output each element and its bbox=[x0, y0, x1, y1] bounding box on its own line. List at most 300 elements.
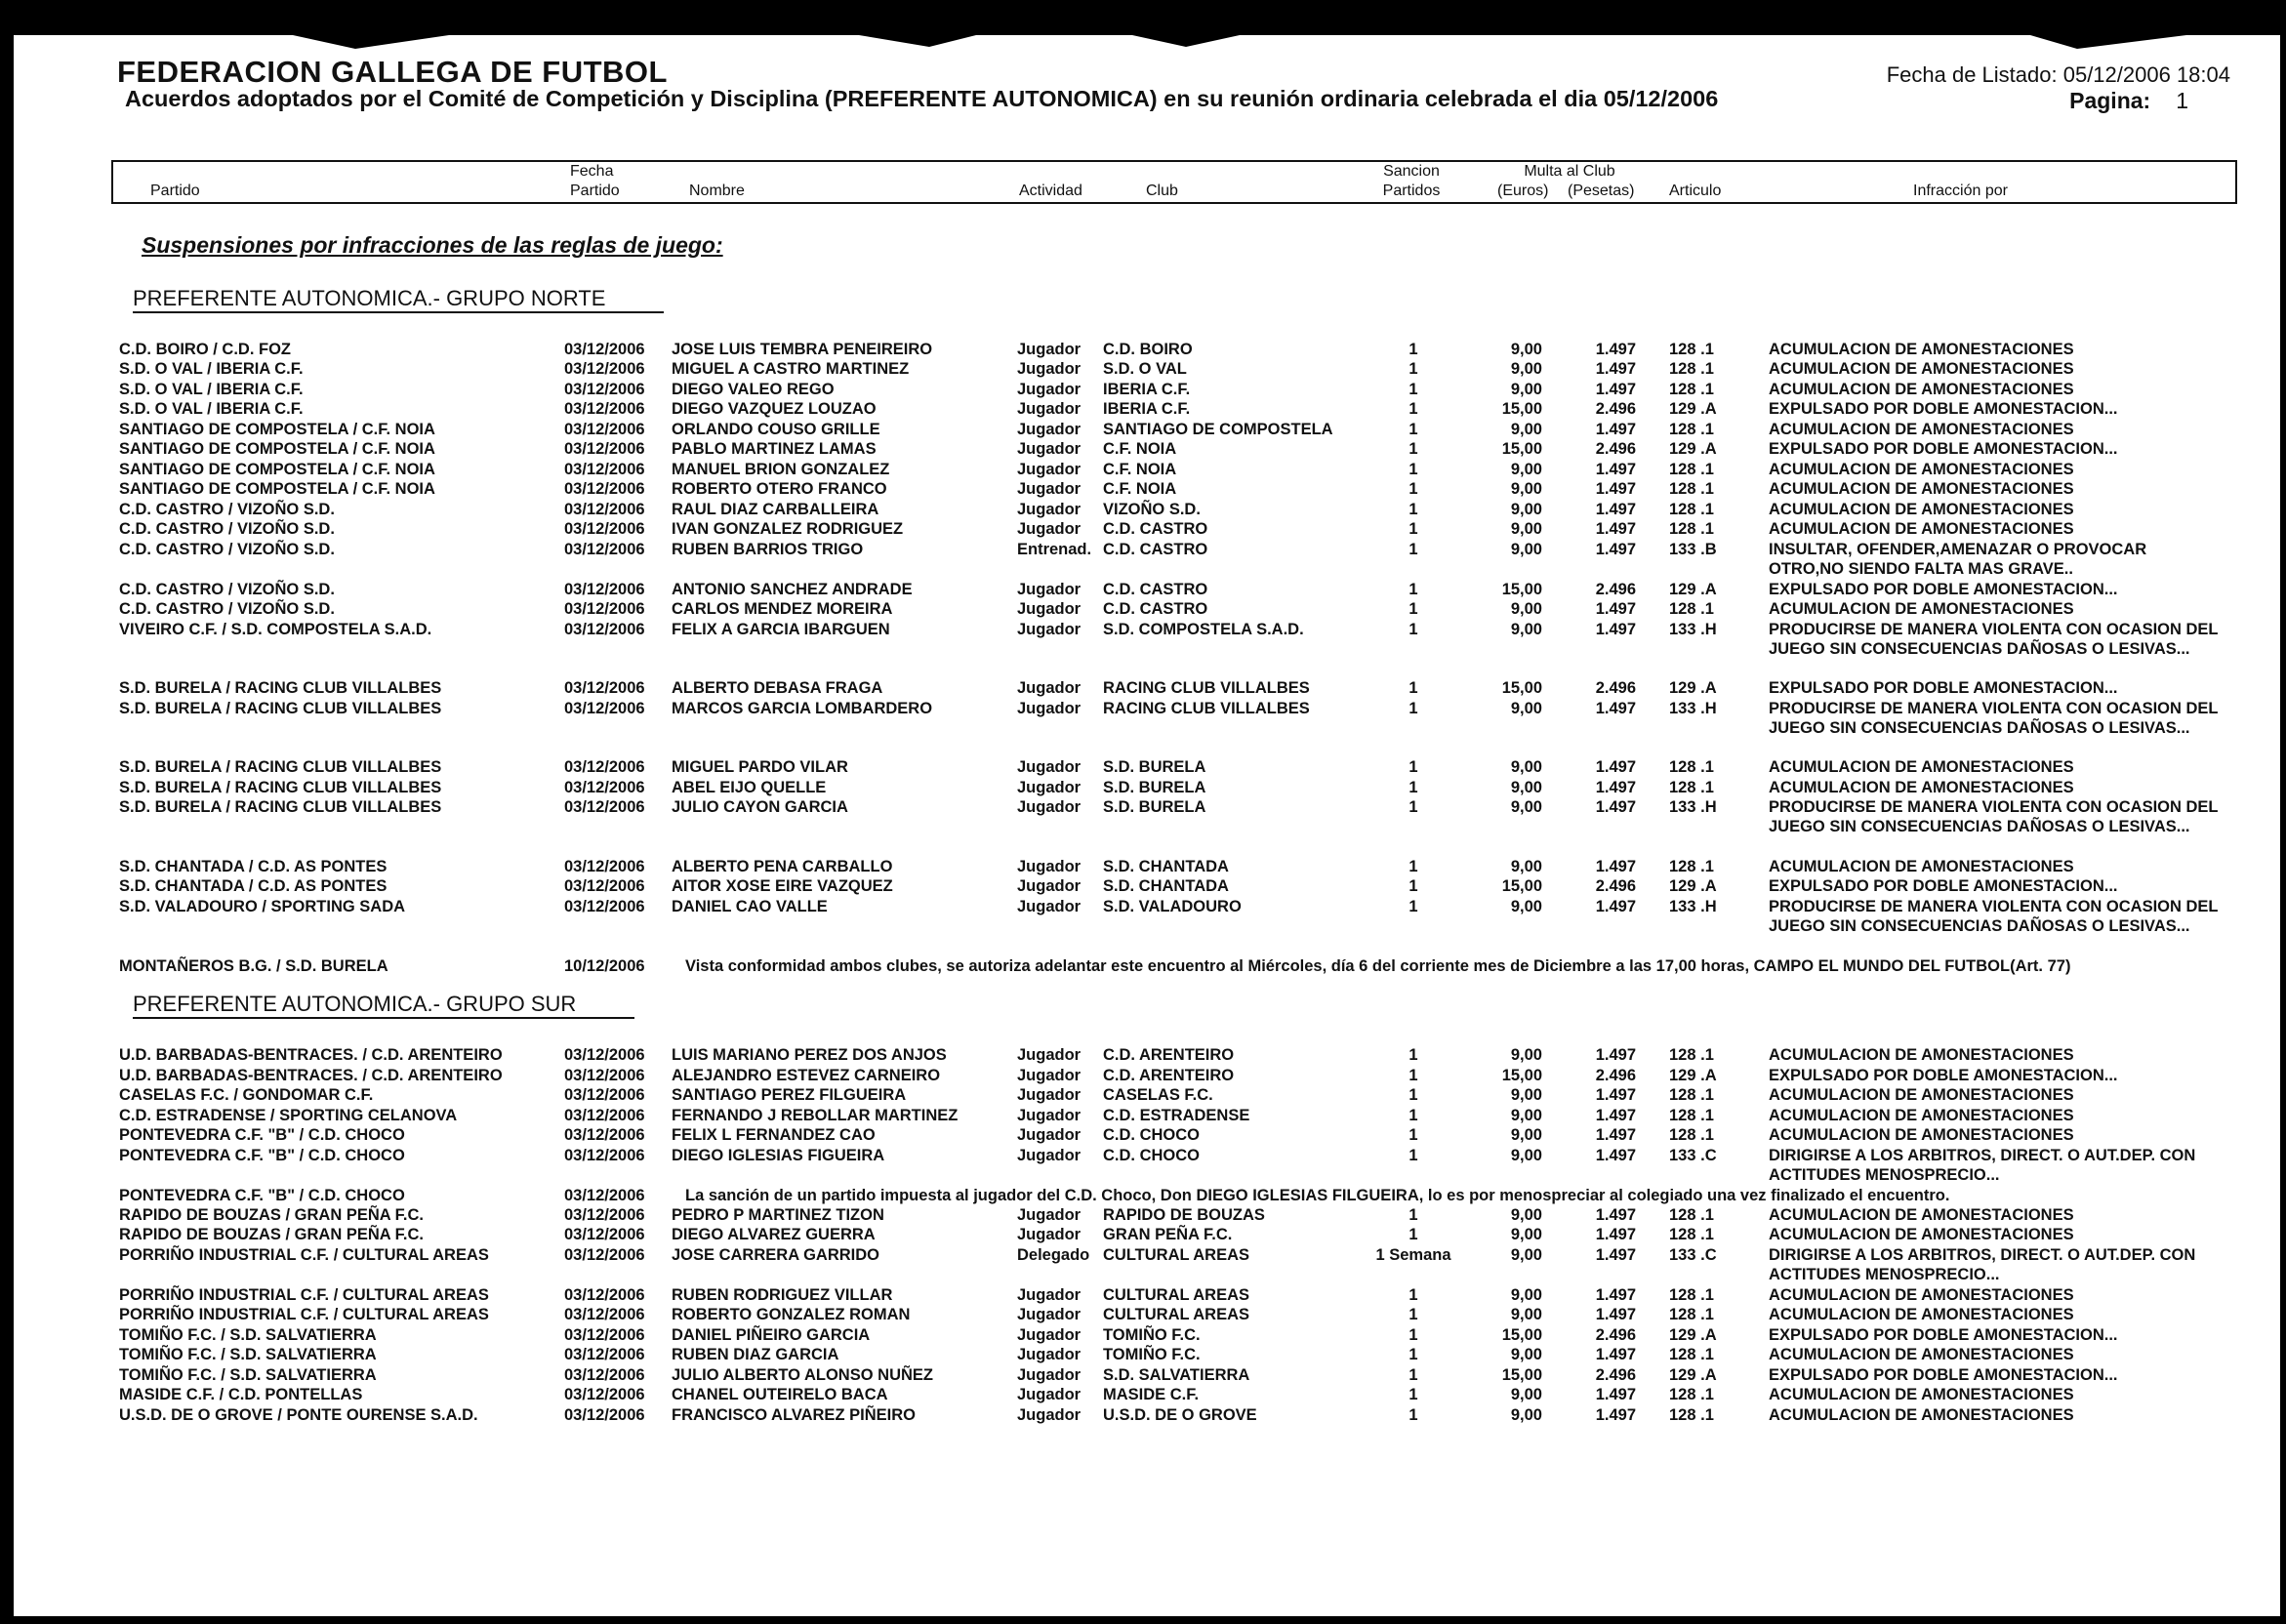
infraction-cell: INSULTAR, OFENDER,AMENAZAR O PROVOCAR bbox=[1769, 541, 2147, 558]
date-cell: 03/12/2006 bbox=[564, 1086, 645, 1104]
article-cell: 128 .1 bbox=[1669, 520, 1714, 538]
date-cell: 03/12/2006 bbox=[564, 1226, 645, 1243]
fine-euros-cell: 9,00 bbox=[1510, 700, 1542, 717]
infraction-cell: ACUMULACION DE AMONESTACIONES bbox=[1769, 779, 2074, 796]
report-subtitle: Acuerdos adoptados por el Comité de Competición y Disciplina (PREFERENTE AUTONOMICA) en su reunión ordinaria celebrada el dia 05/12/2006 bbox=[125, 86, 1719, 111]
activity-cell: Jugador bbox=[1017, 1306, 1082, 1323]
fine-pesetas-cell: 1.497 bbox=[1595, 1286, 1636, 1304]
match-cell: S.D. O VAL / IBERIA C.F. bbox=[119, 381, 304, 398]
club-cell: GRAN PEÑA F.C. bbox=[1103, 1226, 1233, 1243]
article-cell: 128 .1 bbox=[1669, 1126, 1714, 1144]
match-cell: RAPIDO DE BOUZAS / GRAN PEÑA F.C. bbox=[119, 1226, 424, 1243]
match-cell: C.D. CASTRO / VIZOÑO S.D. bbox=[119, 501, 335, 518]
fine-euros-cell: 9,00 bbox=[1510, 779, 1542, 796]
group-title: PREFERENTE AUTONOMICA.- GRUPO SUR bbox=[133, 992, 634, 1019]
fine-pesetas-cell: 1.497 bbox=[1595, 421, 1636, 438]
name-cell: DIEGO VALEO REGO bbox=[672, 381, 835, 398]
sanction-cell: 1 bbox=[1408, 898, 1418, 915]
activity-cell: Jugador bbox=[1017, 679, 1082, 697]
match-cell: S.D. CHANTADA / C.D. AS PONTES bbox=[119, 858, 388, 875]
name-cell: LUIS MARIANO PEREZ DOS ANJOS bbox=[672, 1046, 947, 1064]
fine-euros-cell: 9,00 bbox=[1510, 858, 1542, 875]
date-cell: 03/12/2006 bbox=[564, 1366, 645, 1384]
infraction-cell: PRODUCIRSE DE MANERA VIOLENTA CON OCASION DEL bbox=[1769, 798, 2219, 816]
name-cell: ROBERTO OTERO FRANCO bbox=[672, 480, 887, 498]
fine-pesetas-cell: 1.497 bbox=[1595, 600, 1636, 618]
name-cell: FELIX A GARCIA IBARGUEN bbox=[672, 621, 890, 638]
date-cell: 03/12/2006 bbox=[564, 877, 645, 895]
date-cell: 03/12/2006 bbox=[564, 1107, 645, 1124]
club-cell: C.D. CASTRO bbox=[1103, 581, 1208, 598]
club-cell: S.D. COMPOSTELA S.A.D. bbox=[1103, 621, 1304, 638]
sanction-cell: 1 bbox=[1408, 1286, 1418, 1304]
article-cell: 128 .1 bbox=[1669, 858, 1714, 875]
fine-pesetas-cell: 1.497 bbox=[1595, 360, 1636, 378]
infraction-cell: ACUMULACION DE AMONESTACIONES bbox=[1769, 858, 2074, 875]
date-cell: 03/12/2006 bbox=[564, 421, 645, 438]
activity-cell: Jugador bbox=[1017, 600, 1082, 618]
note-match-cell: PONTEVEDRA C.F. "B" / C.D. CHOCO bbox=[119, 1187, 405, 1204]
match-cell: SANTIAGO DE COMPOSTELA / C.F. NOIA bbox=[119, 461, 435, 478]
club-cell: C.D. ESTRADENSE bbox=[1103, 1107, 1250, 1124]
fine-euros-cell: 9,00 bbox=[1510, 898, 1542, 915]
club-cell: S.D. BURELA bbox=[1103, 758, 1206, 776]
match-cell: SANTIAGO DE COMPOSTELA / C.F. NOIA bbox=[119, 440, 435, 458]
activity-cell: Jugador bbox=[1017, 1086, 1082, 1104]
sanction-cell: 1 bbox=[1408, 621, 1418, 638]
club-cell: S.D. CHANTADA bbox=[1103, 858, 1229, 875]
date-cell: 03/12/2006 bbox=[564, 400, 645, 418]
fine-euros-cell: 15,00 bbox=[1501, 1067, 1542, 1084]
fine-euros-cell: 9,00 bbox=[1510, 1246, 1542, 1264]
article-cell: 128 .1 bbox=[1669, 1386, 1714, 1403]
fine-pesetas-cell: 2.496 bbox=[1595, 1326, 1636, 1344]
club-cell: CULTURAL AREAS bbox=[1103, 1306, 1250, 1323]
sanction-cell: 1 bbox=[1408, 541, 1418, 558]
col-articulo: Articulo bbox=[1669, 183, 1722, 199]
infraction-cell: OTRO,NO SIENDO FALTA MAS GRAVE.. bbox=[1769, 560, 2073, 579]
date-cell: 03/12/2006 bbox=[564, 700, 645, 717]
infraction-cell: ACUMULACION DE AMONESTACIONES bbox=[1769, 520, 2074, 538]
fine-euros-cell: 9,00 bbox=[1510, 1126, 1542, 1144]
match-cell: S.D. BURELA / RACING CLUB VILLALBES bbox=[119, 758, 442, 776]
match-cell: PONTEVEDRA C.F. "B" / C.D. CHOCO bbox=[119, 1126, 405, 1144]
article-cell: 128 .1 bbox=[1669, 360, 1714, 378]
match-cell: S.D. BURELA / RACING CLUB VILLALBES bbox=[119, 798, 442, 816]
infraction-cell: ACUMULACION DE AMONESTACIONES bbox=[1769, 381, 2074, 398]
infraction-cell: EXPULSADO POR DOBLE AMONESTACION... bbox=[1769, 877, 2118, 895]
sanction-cell: 1 bbox=[1408, 1206, 1418, 1224]
activity-cell: Jugador bbox=[1017, 758, 1082, 776]
club-cell: CULTURAL AREAS bbox=[1103, 1286, 1250, 1304]
article-cell: 128 .1 bbox=[1669, 1306, 1714, 1323]
note-date-cell: 03/12/2006 bbox=[564, 1187, 645, 1204]
activity-cell: Jugador bbox=[1017, 798, 1082, 816]
name-cell: MANUEL BRION GONZALEZ bbox=[672, 461, 890, 478]
fine-pesetas-cell: 1.497 bbox=[1595, 798, 1636, 816]
fine-euros-cell: 9,00 bbox=[1510, 600, 1542, 618]
fine-pesetas-cell: 1.497 bbox=[1595, 1206, 1636, 1224]
article-cell: 129 .A bbox=[1669, 877, 1717, 895]
article-cell: 133 .H bbox=[1669, 621, 1717, 638]
infraction-cell: ACTITUDES MENOSPRECIO... bbox=[1769, 1266, 2000, 1284]
article-cell: 129 .A bbox=[1669, 440, 1717, 458]
club-cell: U.S.D. DE O GROVE bbox=[1103, 1406, 1257, 1424]
infraction-cell: ACUMULACION DE AMONESTACIONES bbox=[1769, 1226, 2074, 1243]
sanction-cell: 1 bbox=[1408, 798, 1418, 816]
fine-pesetas-cell: 1.497 bbox=[1595, 381, 1636, 398]
club-cell: S.D. CHANTADA bbox=[1103, 877, 1229, 895]
article-cell: 128 .1 bbox=[1669, 1346, 1714, 1363]
club-cell: C.D. ARENTEIRO bbox=[1103, 1067, 1235, 1084]
fine-pesetas-cell: 1.497 bbox=[1595, 898, 1636, 915]
fine-pesetas-cell: 1.497 bbox=[1595, 621, 1636, 638]
activity-cell: Jugador bbox=[1017, 1147, 1082, 1164]
activity-cell: Jugador bbox=[1017, 1366, 1082, 1384]
club-cell: S.D. O VAL bbox=[1103, 360, 1187, 378]
match-cell: C.D. ESTRADENSE / SPORTING CELANOVA bbox=[119, 1107, 458, 1124]
name-cell: ALBERTO DEBASA FRAGA bbox=[672, 679, 883, 697]
infraction-cell: ACUMULACION DE AMONESTACIONES bbox=[1769, 1126, 2074, 1144]
match-cell: SANTIAGO DE COMPOSTELA / C.F. NOIA bbox=[119, 480, 435, 498]
match-cell: C.D. BOIRO / C.D. FOZ bbox=[119, 341, 291, 358]
name-cell: FRANCISCO ALVAREZ PIÑEIRO bbox=[672, 1406, 916, 1424]
name-cell: RUBEN BARRIOS TRIGO bbox=[672, 541, 864, 558]
fine-euros-cell: 15,00 bbox=[1501, 1366, 1542, 1384]
page-number: 1 bbox=[2176, 88, 2188, 113]
name-cell: FELIX L FERNANDEZ CAO bbox=[672, 1126, 876, 1144]
sanction-cell: 1 bbox=[1408, 758, 1418, 776]
fine-euros-cell: 9,00 bbox=[1510, 1147, 1542, 1164]
match-cell: PORRIÑO INDUSTRIAL C.F. / CULTURAL AREAS bbox=[119, 1286, 489, 1304]
activity-cell: Jugador bbox=[1017, 1406, 1082, 1424]
match-cell: S.D. BURELA / RACING CLUB VILLALBES bbox=[119, 679, 442, 697]
col-infraccion: Infracción por bbox=[1913, 183, 2008, 199]
article-cell: 128 .1 bbox=[1669, 1206, 1714, 1224]
fine-pesetas-cell: 1.497 bbox=[1595, 700, 1636, 717]
infraction-cell: ACUMULACION DE AMONESTACIONES bbox=[1769, 501, 2074, 518]
article-cell: 128 .1 bbox=[1669, 1107, 1714, 1124]
fine-pesetas-cell: 2.496 bbox=[1595, 877, 1636, 895]
activity-cell: Jugador bbox=[1017, 700, 1082, 717]
activity-cell: Jugador bbox=[1017, 1326, 1082, 1344]
col-partido: Partido bbox=[150, 183, 200, 199]
date-cell: 03/12/2006 bbox=[564, 1126, 645, 1144]
infraction-cell: ACUMULACION DE AMONESTACIONES bbox=[1769, 1286, 2074, 1304]
date-cell: 03/12/2006 bbox=[564, 520, 645, 538]
fine-pesetas-cell: 1.497 bbox=[1595, 541, 1636, 558]
name-cell: ALBERTO PENA CARBALLO bbox=[672, 858, 893, 875]
club-cell: S.D. BURELA bbox=[1103, 798, 1206, 816]
infraction-cell: JUEGO SIN CONSECUENCIAS DAÑOSAS O LESIVAS... bbox=[1769, 640, 2190, 659]
date-cell: 03/12/2006 bbox=[564, 1306, 645, 1323]
fine-euros-cell: 15,00 bbox=[1501, 400, 1542, 418]
infraction-cell: DIRIGIRSE A LOS ARBITROS, DIRECT. O AUT.DEP. CON bbox=[1769, 1246, 2196, 1264]
fine-pesetas-cell: 2.496 bbox=[1595, 440, 1636, 458]
date-cell: 03/12/2006 bbox=[564, 501, 645, 518]
sanction-cell: 1 bbox=[1408, 461, 1418, 478]
sanction-cell: 1 bbox=[1408, 381, 1418, 398]
club-cell: C.F. NOIA bbox=[1103, 480, 1177, 498]
match-cell: TOMIÑO F.C. / S.D. SALVATIERRA bbox=[119, 1366, 377, 1384]
sanction-cell: 1 bbox=[1408, 1386, 1418, 1403]
article-cell: 129 .A bbox=[1669, 581, 1717, 598]
infraction-cell: EXPULSADO POR DOBLE AMONESTACION... bbox=[1769, 1326, 2118, 1344]
article-cell: 128 .1 bbox=[1669, 1046, 1714, 1064]
match-cell: PONTEVEDRA C.F. "B" / C.D. CHOCO bbox=[119, 1147, 405, 1164]
sanction-cell: 1 bbox=[1408, 877, 1418, 895]
note-date-cell: 10/12/2006 bbox=[564, 957, 645, 975]
date-cell: 03/12/2006 bbox=[564, 440, 645, 458]
fine-euros-cell: 9,00 bbox=[1510, 341, 1542, 358]
club-cell: IBERIA C.F. bbox=[1103, 400, 1191, 418]
fine-euros-cell: 9,00 bbox=[1510, 1386, 1542, 1403]
fine-pesetas-cell: 1.497 bbox=[1595, 480, 1636, 498]
name-cell: DIEGO IGLESIAS FIGUEIRA bbox=[672, 1147, 885, 1164]
date-cell: 03/12/2006 bbox=[564, 858, 645, 875]
match-cell: U.D. BARBADAS-BENTRACES. / C.D. ARENTEIRO bbox=[119, 1067, 503, 1084]
infraction-cell: JUEGO SIN CONSECUENCIAS DAÑOSAS O LESIVAS... bbox=[1769, 917, 2190, 936]
fine-pesetas-cell: 1.497 bbox=[1595, 1406, 1636, 1424]
article-cell: 133 .H bbox=[1669, 898, 1717, 915]
club-cell: TOMIÑO F.C. bbox=[1103, 1346, 1201, 1363]
sanction-cell: 1 bbox=[1408, 360, 1418, 378]
activity-cell: Jugador bbox=[1017, 341, 1082, 358]
date-cell: 03/12/2006 bbox=[564, 341, 645, 358]
club-cell: CULTURAL AREAS bbox=[1103, 1246, 1250, 1264]
name-cell: SANTIAGO PEREZ FILGUEIRA bbox=[672, 1086, 907, 1104]
infraction-cell: EXPULSADO POR DOBLE AMONESTACION... bbox=[1769, 400, 2118, 418]
fine-euros-cell: 9,00 bbox=[1510, 480, 1542, 498]
fine-pesetas-cell: 1.497 bbox=[1595, 1246, 1636, 1264]
infraction-cell: ACUMULACION DE AMONESTACIONES bbox=[1769, 600, 2074, 618]
article-cell: 129 .A bbox=[1669, 679, 1717, 697]
sanction-cell: 1 bbox=[1408, 341, 1418, 358]
name-cell: AITOR XOSE EIRE VAZQUEZ bbox=[672, 877, 893, 895]
name-cell: RAUL DIAZ CARBALLEIRA bbox=[672, 501, 879, 518]
name-cell: ALEJANDRO ESTEVEZ CARNEIRO bbox=[672, 1067, 941, 1084]
name-cell: JULIO CAYON GARCIA bbox=[672, 798, 848, 816]
page-indicator bbox=[2069, 88, 2188, 114]
date-cell: 03/12/2006 bbox=[564, 1246, 645, 1264]
sanction-cell: 1 bbox=[1408, 1366, 1418, 1384]
col-multa-top: Multa al Club bbox=[1524, 163, 1615, 180]
infraction-cell: ACUMULACION DE AMONESTACIONES bbox=[1769, 341, 2074, 358]
name-cell: JOSE CARRERA GARRIDO bbox=[672, 1246, 879, 1264]
match-cell: U.S.D. DE O GROVE / PONTE OURENSE S.A.D. bbox=[119, 1406, 478, 1424]
fine-pesetas-cell: 2.496 bbox=[1595, 400, 1636, 418]
date-cell: 03/12/2006 bbox=[564, 381, 645, 398]
article-cell: 128 .1 bbox=[1669, 1086, 1714, 1104]
fine-pesetas-cell: 1.497 bbox=[1595, 1086, 1636, 1104]
club-cell: C.F. NOIA bbox=[1103, 461, 1177, 478]
name-cell: ROBERTO GONZALEZ ROMAN bbox=[672, 1306, 911, 1323]
fine-pesetas-cell: 2.496 bbox=[1595, 679, 1636, 697]
activity-cell: Jugador bbox=[1017, 1226, 1082, 1243]
infraction-cell: PRODUCIRSE DE MANERA VIOLENTA CON OCASION DEL bbox=[1769, 700, 2219, 717]
activity-cell: Jugador bbox=[1017, 1067, 1082, 1084]
activity-cell: Jugador bbox=[1017, 461, 1082, 478]
infraction-cell: ACTITUDES MENOSPRECIO... bbox=[1769, 1166, 2000, 1185]
fine-pesetas-cell: 1.497 bbox=[1595, 1386, 1636, 1403]
fine-euros-cell: 15,00 bbox=[1501, 1326, 1542, 1344]
infraction-cell: JUEGO SIN CONSECUENCIAS DAÑOSAS O LESIVAS... bbox=[1769, 719, 2190, 738]
infraction-cell: ACUMULACION DE AMONESTACIONES bbox=[1769, 421, 2074, 438]
col-fecha-bottom: Partido bbox=[570, 183, 620, 199]
match-cell: PORRIÑO INDUSTRIAL C.F. / CULTURAL AREAS bbox=[119, 1306, 489, 1323]
col-fecha-top: Fecha bbox=[570, 163, 614, 180]
fine-pesetas-cell: 1.497 bbox=[1595, 779, 1636, 796]
date-cell: 03/12/2006 bbox=[564, 581, 645, 598]
fine-euros-cell: 15,00 bbox=[1501, 581, 1542, 598]
club-cell: S.D. VALADOURO bbox=[1103, 898, 1242, 915]
name-cell: MARCOS GARCIA LOMBARDERO bbox=[672, 700, 933, 717]
activity-cell: Jugador bbox=[1017, 1126, 1082, 1144]
article-cell: 128 .1 bbox=[1669, 779, 1714, 796]
article-cell: 128 .1 bbox=[1669, 758, 1714, 776]
club-cell: SANTIAGO DE COMPOSTELA bbox=[1103, 421, 1333, 438]
sanction-cell: 1 bbox=[1408, 1107, 1418, 1124]
match-cell: VIVEIRO C.F. / S.D. COMPOSTELA S.A.D. bbox=[119, 621, 432, 638]
fine-euros-cell: 9,00 bbox=[1510, 520, 1542, 538]
sanction-cell: 1 bbox=[1408, 1046, 1418, 1064]
activity-cell: Entrenad. bbox=[1017, 541, 1092, 558]
article-cell: 128 .1 bbox=[1669, 341, 1714, 358]
match-cell: U.D. BARBADAS-BENTRACES. / C.D. ARENTEIRO bbox=[119, 1046, 503, 1064]
match-cell: TOMIÑO F.C. / S.D. SALVATIERRA bbox=[119, 1326, 377, 1344]
activity-cell: Jugador bbox=[1017, 1386, 1082, 1403]
activity-cell: Delegado bbox=[1017, 1246, 1090, 1264]
name-cell: PEDRO P MARTINEZ TIZON bbox=[672, 1206, 884, 1224]
name-cell: DANIEL PIÑEIRO GARCIA bbox=[672, 1326, 871, 1344]
match-cell: S.D. BURELA / RACING CLUB VILLALBES bbox=[119, 779, 442, 796]
date-cell: 03/12/2006 bbox=[564, 621, 645, 638]
fine-euros-cell: 9,00 bbox=[1510, 1086, 1542, 1104]
club-cell: RACING CLUB VILLALBES bbox=[1103, 700, 1310, 717]
name-cell: ANTONIO SANCHEZ ANDRADE bbox=[672, 581, 913, 598]
name-cell: PABLO MARTINEZ LAMAS bbox=[672, 440, 877, 458]
club-cell: C.F. NOIA bbox=[1103, 440, 1177, 458]
name-cell: DANIEL CAO VALLE bbox=[672, 898, 828, 915]
col-sancion-top: Sancion bbox=[1383, 163, 1440, 180]
name-cell: MIGUEL A CASTRO MARTINEZ bbox=[672, 360, 910, 378]
date-cell: 03/12/2006 bbox=[564, 360, 645, 378]
fine-euros-cell: 9,00 bbox=[1510, 501, 1542, 518]
article-cell: 128 .1 bbox=[1669, 1226, 1714, 1243]
infraction-cell: EXPULSADO POR DOBLE AMONESTACION... bbox=[1769, 679, 2118, 697]
match-cell: MASIDE C.F. / C.D. PONTELLAS bbox=[119, 1386, 363, 1403]
article-cell: 133 .H bbox=[1669, 700, 1717, 717]
date-cell: 03/12/2006 bbox=[564, 541, 645, 558]
infraction-cell: ACUMULACION DE AMONESTACIONES bbox=[1769, 1107, 2074, 1124]
fine-pesetas-cell: 1.497 bbox=[1595, 1226, 1636, 1243]
fine-euros-cell: 9,00 bbox=[1510, 461, 1542, 478]
fine-pesetas-cell: 1.497 bbox=[1595, 1126, 1636, 1144]
fine-euros-cell: 15,00 bbox=[1501, 440, 1542, 458]
activity-cell: Jugador bbox=[1017, 877, 1082, 895]
match-cell: S.D. VALADOURO / SPORTING SADA bbox=[119, 898, 406, 915]
article-cell: 128 .1 bbox=[1669, 600, 1714, 618]
fine-euros-cell: 9,00 bbox=[1510, 758, 1542, 776]
sanction-cell: 1 bbox=[1408, 421, 1418, 438]
page-label: Pagina: bbox=[2069, 88, 2151, 113]
sanction-cell: 1 bbox=[1408, 858, 1418, 875]
listing-date: Fecha de Listado: 05/12/2006 18:04 bbox=[1886, 62, 2230, 87]
date-cell: 03/12/2006 bbox=[564, 779, 645, 796]
match-cell: C.D. CASTRO / VIZOÑO S.D. bbox=[119, 541, 335, 558]
activity-cell: Jugador bbox=[1017, 1286, 1082, 1304]
sanction-cell: 1 bbox=[1408, 400, 1418, 418]
match-cell: S.D. BURELA / RACING CLUB VILLALBES bbox=[119, 700, 442, 717]
fine-pesetas-cell: 1.497 bbox=[1595, 1046, 1636, 1064]
match-cell: C.D. CASTRO / VIZOÑO S.D. bbox=[119, 520, 335, 538]
infraction-cell: JUEGO SIN CONSECUENCIAS DAÑOSAS O LESIVAS... bbox=[1769, 818, 2190, 836]
club-cell: C.D. CASTRO bbox=[1103, 541, 1208, 558]
infraction-cell: EXPULSADO POR DOBLE AMONESTACION... bbox=[1769, 1366, 2118, 1384]
club-cell: MASIDE C.F. bbox=[1103, 1386, 1200, 1403]
fine-euros-cell: 9,00 bbox=[1510, 1306, 1542, 1323]
name-cell: JULIO ALBERTO ALONSO NUÑEZ bbox=[672, 1366, 933, 1384]
fine-euros-cell: 9,00 bbox=[1510, 1406, 1542, 1424]
sanction-cell: 1 bbox=[1408, 1346, 1418, 1363]
fine-euros-cell: 9,00 bbox=[1510, 360, 1542, 378]
sanction-cell: 1 Semana bbox=[1375, 1246, 1451, 1264]
name-cell: ABEL EIJO QUELLE bbox=[672, 779, 827, 796]
club-cell: IBERIA C.F. bbox=[1103, 381, 1191, 398]
club-cell: C.D. ARENTEIRO bbox=[1103, 1046, 1235, 1064]
activity-cell: Jugador bbox=[1017, 440, 1082, 458]
resolution-note: Vista conformidad ambos clubes, se autoriza adelantar este encuentro al Miércoles, día 6 del corriente mes de Diciembre a las 17,00 horas, CAMPO EL MUNDO DEL FUTBOL(Art. 77) bbox=[685, 957, 2071, 975]
name-cell: RUBEN RODRIGUEZ VILLAR bbox=[672, 1286, 893, 1304]
fine-euros-cell: 9,00 bbox=[1510, 421, 1542, 438]
sanction-cell: 1 bbox=[1408, 480, 1418, 498]
activity-cell: Jugador bbox=[1017, 400, 1082, 418]
sanction-cell: 1 bbox=[1408, 1306, 1418, 1323]
match-cell: RAPIDO DE BOUZAS / GRAN PEÑA F.C. bbox=[119, 1206, 424, 1224]
article-cell: 133 .H bbox=[1669, 798, 1717, 816]
date-cell: 03/12/2006 bbox=[564, 1286, 645, 1304]
fine-euros-cell: 9,00 bbox=[1510, 1046, 1542, 1064]
club-cell: S.D. BURELA bbox=[1103, 779, 1206, 796]
article-cell: 128 .1 bbox=[1669, 421, 1714, 438]
article-cell: 129 .A bbox=[1669, 400, 1717, 418]
article-cell: 133 .C bbox=[1669, 1246, 1717, 1264]
article-cell: 128 .1 bbox=[1669, 1406, 1714, 1424]
name-cell: RUBEN DIAZ GARCIA bbox=[672, 1346, 839, 1363]
date-cell: 03/12/2006 bbox=[564, 898, 645, 915]
sanction-cell: 1 bbox=[1408, 700, 1418, 717]
name-cell: ORLANDO COUSO GRILLE bbox=[672, 421, 880, 438]
fine-euros-cell: 9,00 bbox=[1510, 1206, 1542, 1224]
club-cell: S.D. SALVATIERRA bbox=[1103, 1366, 1250, 1384]
fine-pesetas-cell: 1.497 bbox=[1595, 520, 1636, 538]
fine-pesetas-cell: 2.496 bbox=[1595, 581, 1636, 598]
fine-euros-cell: 9,00 bbox=[1510, 381, 1542, 398]
sanction-cell: 1 bbox=[1408, 679, 1418, 697]
infraction-cell: ACUMULACION DE AMONESTACIONES bbox=[1769, 1406, 2074, 1424]
match-cell: S.D. O VAL / IBERIA C.F. bbox=[119, 400, 304, 418]
fine-euros-cell: 9,00 bbox=[1510, 1226, 1542, 1243]
activity-cell: Jugador bbox=[1017, 421, 1082, 438]
name-cell: FERNANDO J REBOLLAR MARTINEZ bbox=[672, 1107, 959, 1124]
infraction-cell: PRODUCIRSE DE MANERA VIOLENTA CON OCASION DEL bbox=[1769, 898, 2219, 915]
date-cell: 03/12/2006 bbox=[564, 1326, 645, 1344]
activity-cell: Jugador bbox=[1017, 1346, 1082, 1363]
date-cell: 03/12/2006 bbox=[564, 1386, 645, 1403]
sanction-cell: 1 bbox=[1408, 440, 1418, 458]
date-cell: 03/12/2006 bbox=[564, 600, 645, 618]
fine-euros-cell: 9,00 bbox=[1510, 621, 1542, 638]
